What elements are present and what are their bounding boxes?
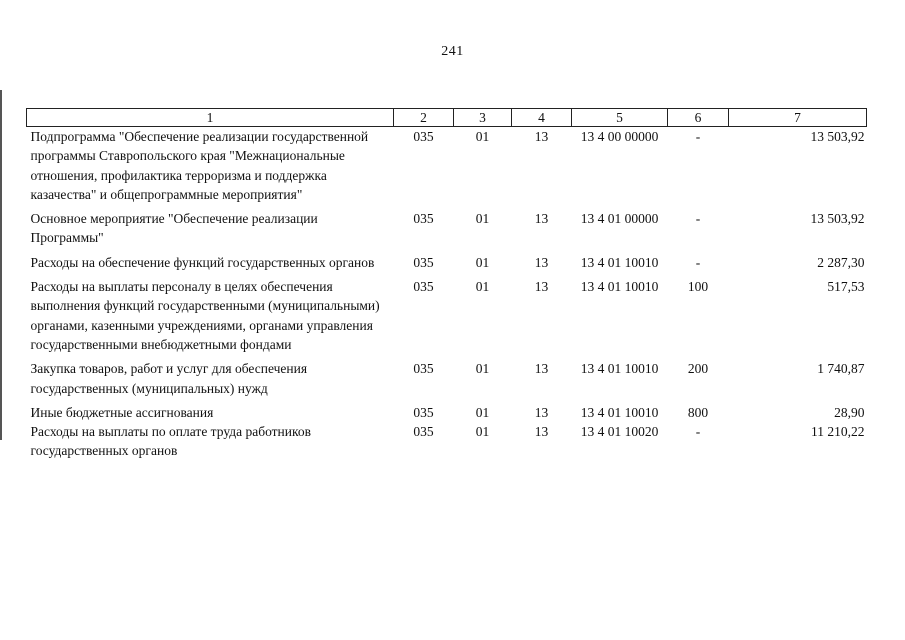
row-target-code: 13 4 01 10010 [580, 404, 659, 420]
column-header-5: 5 [572, 109, 668, 127]
row-section-code: 01 [475, 279, 490, 295]
row-subsection-code: 13 [534, 254, 549, 270]
table-row [27, 209, 867, 253]
row-name: Расходы на выплаты по оплате труда работников государственных органов [30, 424, 311, 459]
row-name: Расходы на обеспечение функций государственных органов [30, 254, 375, 270]
row-subsection-code: 13 [534, 361, 549, 377]
row-subsection-code: 13 [534, 424, 549, 440]
column-header-7: 7 [729, 109, 867, 127]
row-section-code: 01 [475, 129, 490, 144]
column-header-4: 4 [512, 109, 572, 127]
row-subsection-code: 13 [534, 129, 549, 144]
row-subsection-code: 13 [534, 211, 549, 227]
row-section-code: 01 [475, 211, 490, 227]
table-row [27, 127, 867, 210]
row-name: Закупка товаров, работ и услуг для обеспечения государственных (муниципальных) нужд [30, 361, 308, 396]
column-header-2: 2 [394, 109, 454, 127]
row-amount: 1 740,87 [817, 361, 865, 377]
table-row [27, 359, 867, 403]
table-row [27, 422, 867, 466]
row-expense-type: 200 [687, 361, 709, 377]
row-ministry-code: 035 [413, 361, 434, 377]
row-target-code: 13 4 01 10020 [580, 424, 659, 440]
table-row [27, 253, 867, 277]
column-header-6: 6 [668, 109, 729, 127]
row-ministry-code: 035 [413, 424, 434, 440]
row-target-code: 13 4 01 10010 [580, 279, 659, 295]
row-section-code: 01 [475, 404, 490, 420]
row-ministry-code: 035 [413, 404, 434, 420]
row-ministry-code: 035 [413, 254, 434, 270]
row-expense-type: - [695, 129, 701, 144]
row-name: Основное мероприятие "Обеспечение реализации Программы" [30, 211, 318, 246]
column-header-1: 1 [27, 109, 394, 127]
row-amount: 11 210,22 [811, 424, 865, 440]
page-number: 241 [441, 44, 464, 59]
row-target-code: 13 4 01 10010 [580, 361, 659, 377]
row-expense-type: 800 [687, 404, 709, 420]
column-header-3: 3 [454, 109, 512, 127]
row-amount: 13 503,92 [810, 211, 865, 227]
row-target-code: 13 4 01 00000 [580, 211, 659, 227]
row-name: Подпрограмма "Обеспечение реализации государственной программы Ставропольского края "Межнациональные отношения, профилактика терроризма и поддержка казачества" и общепрограммные мероприятия" [30, 129, 369, 202]
row-expense-type: - [695, 424, 701, 440]
row-ministry-code: 035 [413, 211, 434, 227]
row-amount: 28,90 [834, 404, 865, 420]
budget-table [26, 108, 867, 466]
row-target-code: 13 4 01 10010 [580, 254, 659, 270]
table-row [27, 277, 867, 359]
row-expense-type: 100 [687, 279, 709, 295]
row-amount: 13 503,92 [810, 129, 865, 144]
row-section-code: 01 [475, 254, 490, 270]
row-section-code: 01 [475, 424, 490, 440]
row-subsection-code: 13 [534, 279, 549, 295]
row-name: Иные бюджетные ассигнования [30, 404, 214, 420]
row-subsection-code: 13 [534, 404, 549, 420]
table-row [27, 403, 867, 422]
row-ministry-code: 035 [413, 279, 434, 295]
row-expense-type: - [695, 254, 701, 270]
row-amount: 2 287,30 [817, 254, 865, 270]
row-target-code: 13 4 00 00000 [580, 129, 659, 144]
table-header-row [27, 109, 867, 127]
row-expense-type: - [695, 211, 701, 227]
row-ministry-code: 035 [413, 129, 434, 144]
row-name: Расходы на выплаты персоналу в целях обеспечения выполнения функций государственными (муниципальными) органами, казенными учреждениями, органами управления государственными внебюджетными фондами [30, 279, 380, 352]
scan-edge-line [0, 90, 2, 440]
row-section-code: 01 [475, 361, 490, 377]
row-amount: 517,53 [827, 279, 865, 295]
